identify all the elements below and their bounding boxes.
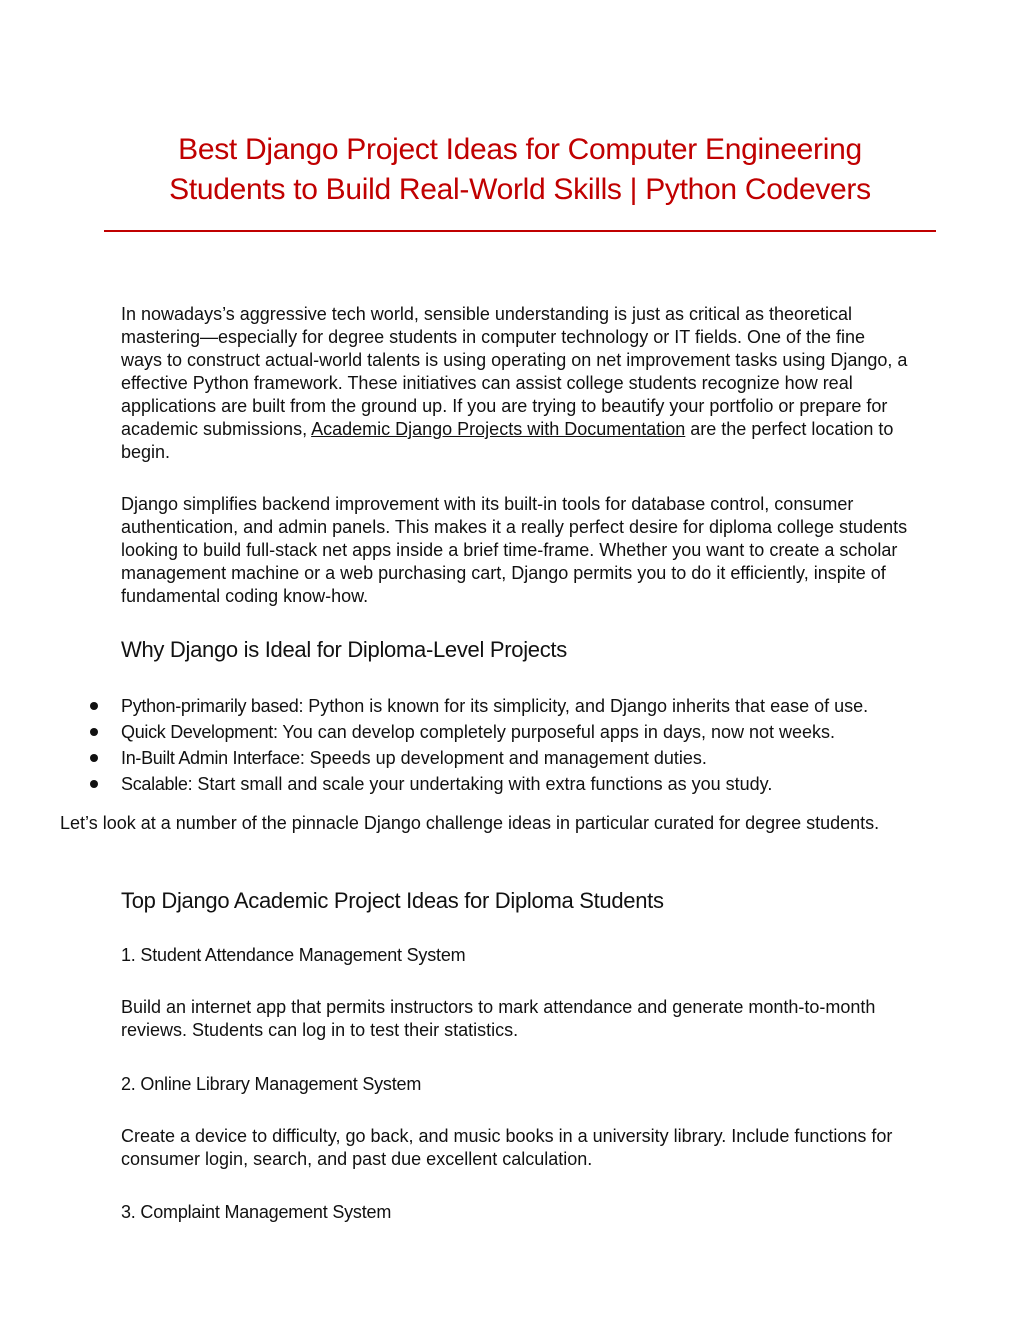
intro-text-after-link: are the perfect location to begin. [121,419,894,462]
project-2-description: Create a device to difficulty, go back, and music books in a university library. Include functions for consumer login, search, and past due excellent calculation. [121,1126,893,1169]
page-title [104,130,936,210]
title-divider [104,230,936,232]
title-line-2: Students to Build Real-World Skills | Python Codevers [169,173,871,206]
bullet-text: Start small and scale your undertaking with extra functions as you study. [192,774,773,794]
django-overview-paragraph: Django simplifies backend improvement with its built-in tools for database control, consumer authentication, and admin panels. This makes it a really perfect desire for diploma college students looking to build full-stack net apps inside a brief time-frame. Whether you want to create a scholar management machine or a web purchasing cart, Django permits you to do it efficiently, inspite of fundamental coding know-how. [121,494,908,606]
bullet-term: Quick Development: [121,722,278,742]
bullet-text: Python is known for its simplicity, and Django inherits that ease of use. [303,696,869,716]
bullet-term: Python-primarily based: [121,696,304,716]
bullet-term: In-Built Admin Interface: [121,748,305,768]
bullet-icon [90,728,98,736]
intro-text-before-link: In nowadays’s aggressive tech world, sensible understanding is just as critical as theoretical mastering—especially for degree students in computer technology or IT fields. One of the fine ways to construct actual-world talents is using operating on net improvement tasks using Django, a effective Python framework. These initiatives can assist college students recognize how real applications are built from the ground up. If you are trying to beautify your portfolio or prepare for academic submissions, [121,304,908,439]
bullet-icon [90,754,98,762]
bullet-text: Speeds up development and management duties. [304,748,707,768]
list-item [0,746,1024,772]
academic-django-projects-link[interactable]: Academic Django Projects with Documentation [311,419,686,439]
list-item [0,720,1024,746]
intro-paragraph [121,303,911,464]
lets-look-paragraph: Let’s look at a number of the pinnacle Django challenge ideas in particular curated for degree students. [60,813,880,833]
bullet-icon [90,780,98,788]
title-line-1: Best Django Project Ideas for Computer Engineering [178,133,862,166]
project-2-heading: 2. Online Library Management System [121,1074,422,1094]
project-1-description: Build an internet app that permits instructors to mark attendance and generate month-to-month reviews. Students can log in to test their statistics. [121,997,876,1040]
why-django-heading: Why Django is Ideal for Diploma-Level Projects [121,637,567,662]
bullet-term: Scalable: [121,774,193,794]
list-item [0,694,1024,720]
benefits-list [0,694,1024,798]
bullet-icon [90,702,98,710]
bullet-text: You can develop completely purposeful apps in days, now not weeks. [277,722,836,742]
list-item [0,772,1024,798]
top-ideas-heading: Top Django Academic Project Ideas for Diploma Students [121,888,664,913]
project-3-heading: 3. Complaint Management System [121,1202,392,1222]
project-1-heading: 1. Student Attendance Management System [121,945,466,965]
